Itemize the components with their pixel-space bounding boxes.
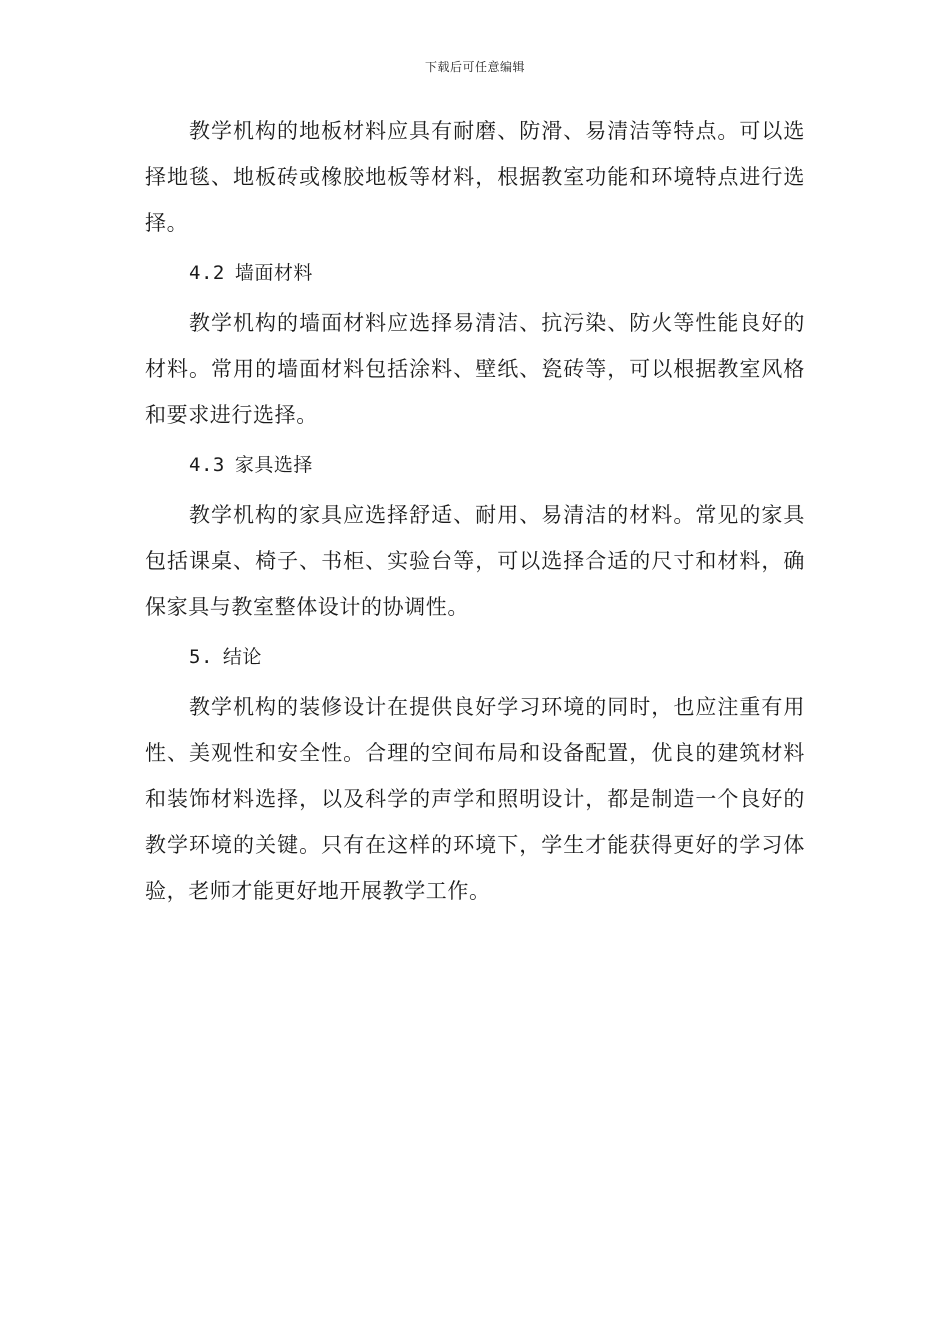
section-number: 5. (189, 646, 213, 668)
document-body (145, 108, 805, 918)
section-heading-5 (145, 634, 805, 680)
paragraph-conclusion: 教学机构的装修设计在提供良好学习环境的同时，也应注重有用性、美观性和安全性。合理的空间布局和设备配置，优良的建筑材料和装饰材料选择，以及科学的声学和照明设计，都是制造一个良好的教学环境的关键。只有在这样的环境下，学生才能获得更好的学习体验，老师才能更好地开展教学工作。 (145, 695, 805, 903)
section-title: 家具选择 (234, 454, 313, 476)
section-heading-4-3 (145, 442, 805, 488)
section-title: 墙面材料 (234, 262, 313, 284)
section-title: 结论 (222, 646, 262, 668)
section-number: 4.3 (189, 454, 225, 476)
section-number: 4.2 (189, 262, 225, 284)
paragraph-furniture: 教学机构的家具应选择舒适、耐用、易清洁的材料。常见的家具包括课桌、椅子、书柜、实验台等，可以选择合适的尺寸和材料，确保家具与教室整体设计的协调性。 (145, 503, 805, 619)
paragraph-floor-materials: 教学机构的地板材料应具有耐磨、防滑、易清洁等特点。可以选择地毯、地板砖或橡胶地板等材料，根据教室功能和环境特点进行选择。 (145, 119, 805, 235)
header-note: 下载后可任意编辑 (424, 60, 525, 74)
section-heading-4-2 (145, 250, 805, 296)
paragraph-wall-materials: 教学机构的墙面材料应选择易清洁、抗污染、防火等性能良好的材料。常用的墙面材料包括涂料、壁纸、瓷砖等，可以根据教室风格和要求进行选择。 (145, 311, 805, 427)
